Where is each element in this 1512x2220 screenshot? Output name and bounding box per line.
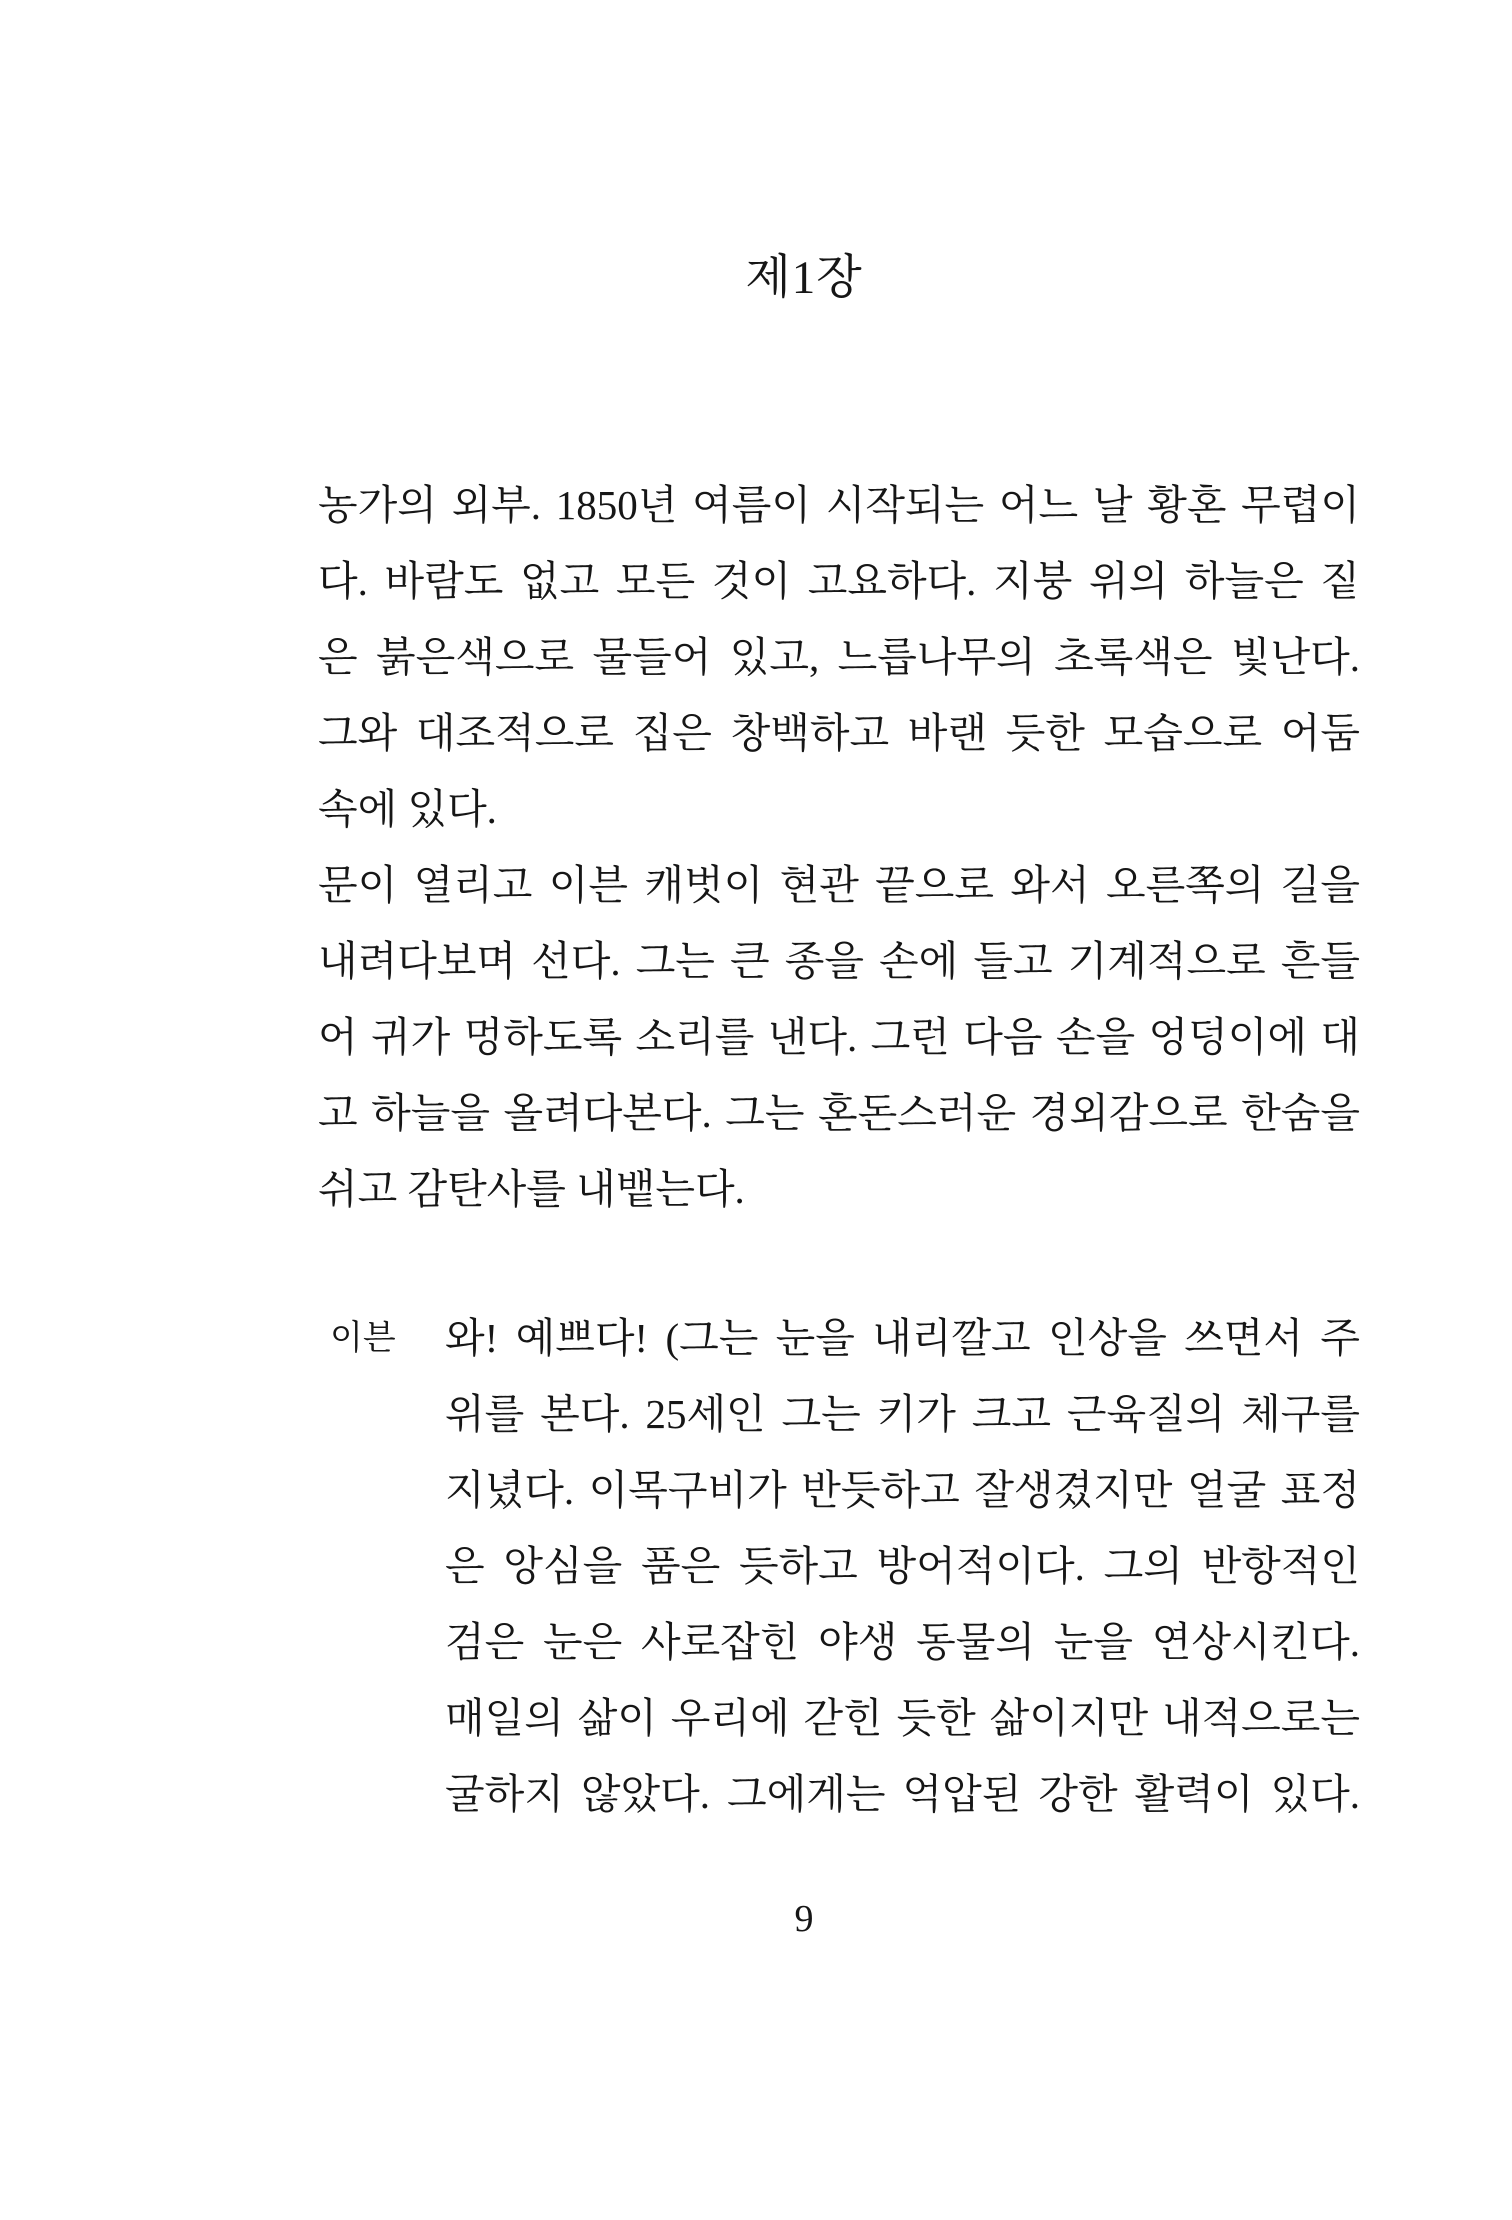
- dialogue-line: 위를 본다. 25세인 그는 키가 크고 근육질의 체구를: [445, 1391, 1360, 1437]
- dialogue-line: 검은 눈은 사로잡힌 야생 동물의 눈을 연상시킨다.: [445, 1619, 1360, 1665]
- stage-direction-line: 내려다보며 선다. 그는 큰 종을 손에 들고 기계적으로 흔들: [318, 938, 1360, 984]
- page-number: 9: [794, 1898, 814, 1940]
- speaker-name: 이븐: [330, 1319, 396, 1357]
- stage-directions-block: [318, 467, 1360, 1227]
- stage-direction-line: 그와 대조적으로 집은 창백하고 바랜 듯한 모습으로 어둠: [318, 710, 1360, 756]
- dialogue-line: 굴하지 않았다. 그에게는 억압된 강한 활력이 있다.: [445, 1771, 1360, 1817]
- stage-direction-line: 은 붉은색으로 물들어 있고, 느릅나무의 초록색은 빛난다.: [318, 634, 1360, 680]
- stage-direction-line: 어 귀가 멍하도록 소리를 낸다. 그런 다음 손을 엉덩이에 대: [318, 1014, 1360, 1060]
- dialogue-line: 매일의 삶이 우리에 갇힌 듯한 삶이지만 내적으로는: [445, 1695, 1360, 1741]
- dialogue-line: 은 앙심을 품은 듯하고 방어적이다. 그의 반항적인: [445, 1543, 1360, 1589]
- stage-direction-line: 문이 열리고 이븐 캐벗이 현관 끝으로 와서 오른쪽의 길을: [318, 862, 1360, 908]
- stage-direction-line: 고 하늘을 올려다본다. 그는 혼돈스러운 경외감으로 한숨을: [318, 1090, 1360, 1136]
- stage-direction-line: 농가의 외부. 1850년 여름이 시작되는 어느 날 황혼 무렵이: [318, 482, 1360, 528]
- dialogue-line: 지녔다. 이목구비가 반듯하고 잘생겼지만 얼굴 표정: [445, 1467, 1360, 1513]
- stage-direction-line: 다. 바람도 없고 모든 것이 고요하다. 지붕 위의 하늘은 짙: [318, 558, 1360, 604]
- dialogue-block: [318, 1300, 1360, 1832]
- stage-direction-line: 속에 있다.: [318, 786, 497, 832]
- stage-direction-line: 쉬고 감탄사를 내뱉는다.: [318, 1166, 745, 1212]
- dialogue-lines: [445, 1300, 1360, 1832]
- chapter-title: 제1장: [745, 252, 863, 304]
- dialogue-line: 와! 예쁘다! (그는 눈을 내리깔고 인상을 쓰면서 주: [445, 1315, 1360, 1361]
